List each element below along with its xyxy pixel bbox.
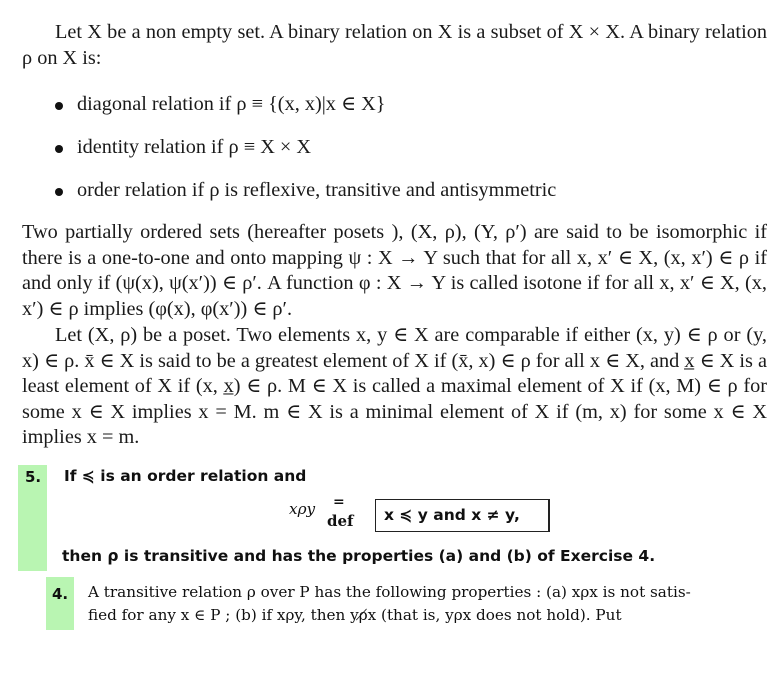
binary-relation-definition: Let X be a non empty set. A binary relation on X is a subset of X × X. A binary relation ρ on X is: <box>22 21 767 69</box>
list-item <box>55 178 556 204</box>
definition-def: def <box>327 512 354 530</box>
comparable-paragraph <box>22 323 767 451</box>
exercise-5-lhs: xρy <box>289 500 316 518</box>
bullet-text: order relation if ρ is reflexive, transitive and antisymmetric <box>77 179 557 201</box>
exercise-5-conclusion: then ρ is transitive and has the properties (a) and (b) of Exercise 4. <box>62 547 656 565</box>
bullet-icon <box>55 188 63 196</box>
exercise-5-statement: If ≼ is an order relation and <box>64 467 307 485</box>
boxed-definition: x ≼ y and x ≠ y, <box>384 506 520 524</box>
bullet-text: identity relation if ρ ≡ X × X <box>77 136 312 158</box>
isomorphic-definition: Two partially ordered sets (hereafter posets ), (X, ρ), (Y, ρ′) are said to be isomorphic if there is a one-to-one and onto mapping ψ : X → Y such that for all x, x′ ∈ X, (x, x′) ∈ ρ if and only if (ψ(x), ψ(x′)) ∈ ρ′. A function φ : X → Y is called isotone if for all x, x′ ∈ X, (x, x′) ∈ ρ implies (φ(x), φ(x′)) ∈ ρ′. <box>22 221 767 320</box>
bullet-icon <box>55 102 63 110</box>
list-item <box>55 92 385 118</box>
exercise-5-number: 5. <box>25 468 42 486</box>
bullet-icon <box>55 145 63 153</box>
list-item <box>55 135 311 161</box>
intro-paragraph <box>22 20 767 71</box>
exercise-4-line-2: fied for any x ∈ P ; (b) if xρy, then yρ̸x (that is, yρx does not hold). Put <box>88 606 622 624</box>
exercise-4-line-1: A transitive relation ρ over P has the following properties : (a) xρx is not satis- <box>88 583 691 601</box>
poset-paragraph <box>22 220 767 322</box>
bullet-text: diagonal relation if ρ ≡ {(x, x)|x ∈ X} <box>77 93 386 115</box>
exercise-4-number: 4. <box>52 585 69 603</box>
extremal-elements-definition: Let (X, ρ) be a poset. Two elements x, y ∈ X are comparable if either (x, y) ∈ ρ or (y, x) ∈ ρ. x̄ ∈ X is said to be a greatest element of X if (x̄, x) ∈ ρ for all x ∈ X, and x̲ ∈ X is a least element of X if (x, x̲) ∈ ρ. M ∈ X is called a maximal element of X if (x, M) ∈ ρ for some x ∈ X implies x = M. m ∈ X is a minimal element of X if (m, x) for some x ∈ X implies x = m. <box>22 324 767 449</box>
definition-equals: = <box>333 494 345 510</box>
